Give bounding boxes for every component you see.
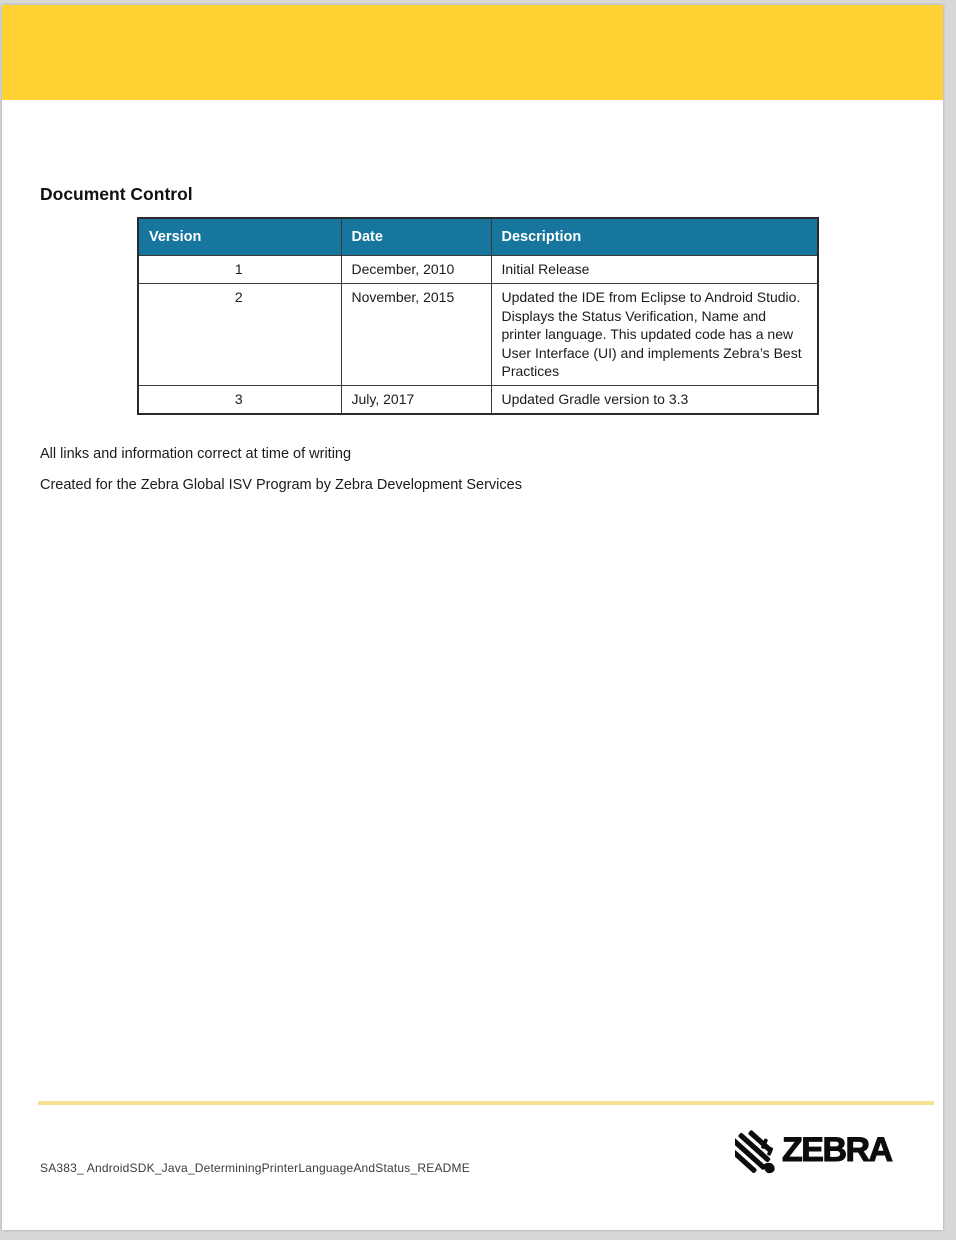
cell-description: Updated Gradle version to 3.3 — [491, 385, 818, 413]
cell-description: Updated the IDE from Eclipse to Android Studio. Displays the Status Verification, Name and printer language. This updated code has a new User Interface (UI) and implements Zebra’s Best Practices — [491, 284, 818, 386]
zebra-logo — [735, 1122, 892, 1178]
cell-version: 2 — [138, 284, 341, 386]
table-row — [138, 385, 818, 413]
cell-date: November, 2015 — [341, 284, 491, 386]
cell-version: 3 — [138, 385, 341, 413]
cell-date: December, 2010 — [341, 256, 491, 284]
col-header-description: Description — [491, 218, 818, 256]
footer-divider — [38, 1101, 934, 1105]
cell-version: 1 — [138, 256, 341, 284]
cell-description: Initial Release — [491, 256, 818, 284]
table-row — [138, 256, 818, 284]
zebra-logo-text: ZEBRA — [782, 1130, 892, 1169]
table-row — [138, 284, 818, 386]
footer-filename: SA383_ AndroidSDK_Java_DeterminingPrinterLanguageAndStatus_README — [40, 1161, 470, 1175]
document-page — [2, 5, 943, 1230]
note-created-for: Created for the Zebra Global ISV Program by Zebra Development Services — [40, 477, 522, 493]
document-control-table — [137, 217, 819, 415]
note-links-correct: All links and information correct at time of writing — [40, 446, 352, 462]
table-header-row — [138, 218, 818, 256]
col-header-date: Date — [341, 218, 491, 256]
page-title: Document Control — [40, 184, 193, 204]
header-banner — [2, 5, 943, 100]
col-header-version: Version — [138, 218, 341, 256]
cell-date: July, 2017 — [341, 385, 491, 413]
zebra-head-icon — [735, 1122, 777, 1178]
